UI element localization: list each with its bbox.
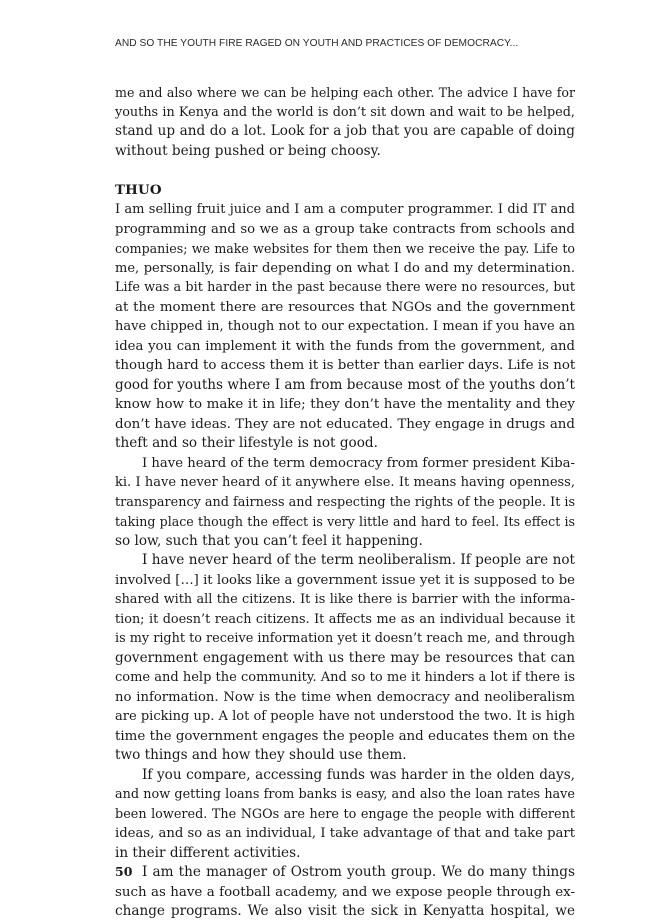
text-line: change programs. We also visit the sick in Kenyatta hospital, we — [115, 903, 575, 919]
paragraph-5 — [115, 863, 575, 922]
text-line: so low, such that you can’t feel it happening. — [115, 532, 423, 549]
text-line: know how to make it in life; they don’t have the mentality and they — [115, 397, 575, 412]
page-number: 50 — [115, 864, 133, 879]
text-line: two things and how they should use them. — [115, 747, 407, 763]
text-line: youths in Kenya and the world is don’t sit down and wait to be helped, — [115, 104, 575, 120]
text-line: idea you can implement it with the funds from the government, and — [115, 338, 575, 354]
body-text — [115, 83, 575, 922]
text-line: and now getting loans from banks is easy, and also the loan rates have — [115, 787, 575, 802]
text-line: I have heard of the term democracy from former president Kiba- — [142, 455, 575, 471]
text-line: transparency and fairness and respecting the rights of the people. It is — [115, 494, 576, 510]
paragraph-gap — [115, 161, 575, 181]
text-line: without being pushed or being choosy. — [115, 142, 381, 159]
text-line: ideas, and so as an individual, I take advantage of that and take part — [115, 826, 575, 841]
text-line: me and also where we can be helping each other. The advice I have for — [115, 85, 575, 100]
text-line: programming and so we as a group take contracts from schools and — [115, 221, 575, 237]
text-line: Life was a bit harder in the past because there were no resources, but — [115, 280, 575, 295]
text-line: have chipped in, though not to our expectation. I mean if you have an — [115, 319, 575, 334]
text-line: theft and so their lifestyle is not good. — [115, 435, 378, 451]
text-line: no information. Now is the time when democracy and neoliberalism — [115, 689, 575, 705]
paragraph-1 — [115, 200, 575, 454]
text-line: come and help the community. And so to me it hinders a lot if there is — [115, 670, 575, 685]
text-line: such as have a football academy, and we expose people through ex- — [115, 884, 575, 900]
text-line: don’t have ideas. They are not educated. They engage in drugs and — [115, 416, 575, 432]
text-line: I have never heard of the term neoliberalism. If people are not — [142, 552, 575, 568]
text-line: I am the manager of Ostrom youth group. We do many things — [142, 864, 575, 880]
text-line: me, personally, is fair depending on what I do and my determination. — [115, 260, 575, 276]
paragraph-2 — [115, 454, 575, 552]
text-line: though hard to access them it is better than earlier days. Life is not — [115, 358, 576, 373]
text-line: If you compare, accessing funds was harder in the olden days, — [142, 766, 575, 783]
text-line: in their different activities. — [115, 844, 301, 861]
text-line: shared with all the citizens. It is like there is barrier with the informa- — [115, 592, 575, 607]
text-line: tion; it doesn’t reach citizens. It affects me as an individual because it — [115, 611, 575, 627]
paragraph-4 — [115, 766, 575, 864]
text-line: good for youths where I am from because most of the youths don’t — [115, 376, 575, 393]
text-line: taking place though the effect is very little and hard to feel. Its effect is — [115, 514, 575, 529]
text-line: at the moment there are resources that NGOs and the government — [115, 299, 575, 315]
text-line: is my right to receive information yet it doesn’t reach me, and through — [115, 631, 575, 646]
paragraph-3 — [115, 551, 575, 766]
text-line: ki. I have never heard of it anywhere else. It means having openness, — [115, 475, 575, 490]
text-line: stand up and do a lot. Look for a job that you are capable of doing — [115, 123, 575, 139]
intro-paragraph — [115, 83, 575, 161]
text-line: been lowered. The NGOs are here to engage the people with different — [115, 806, 575, 822]
text-line: government engagement with us there may be resources that can — [115, 649, 575, 666]
text-line: time the government engages the people and educates them on the — [115, 728, 575, 744]
text-line: involved […] it looks like a government issue yet it is supposed to be — [115, 572, 575, 588]
text-line: companies; we make websites for them then we receive the pay. Life to — [115, 241, 575, 256]
speaker-heading: THUO — [115, 181, 162, 198]
text-line: I am selling fruit juice and I am a computer programmer. I did IT and — [115, 202, 575, 217]
running-header: AND SO THE YOUTH FIRE RAGED ON YOUTH AND PRACTICES OF DEMOCRACY... — [115, 38, 519, 49]
text-line: are picking up. A lot of people have not understood the two. It is high — [115, 709, 575, 724]
